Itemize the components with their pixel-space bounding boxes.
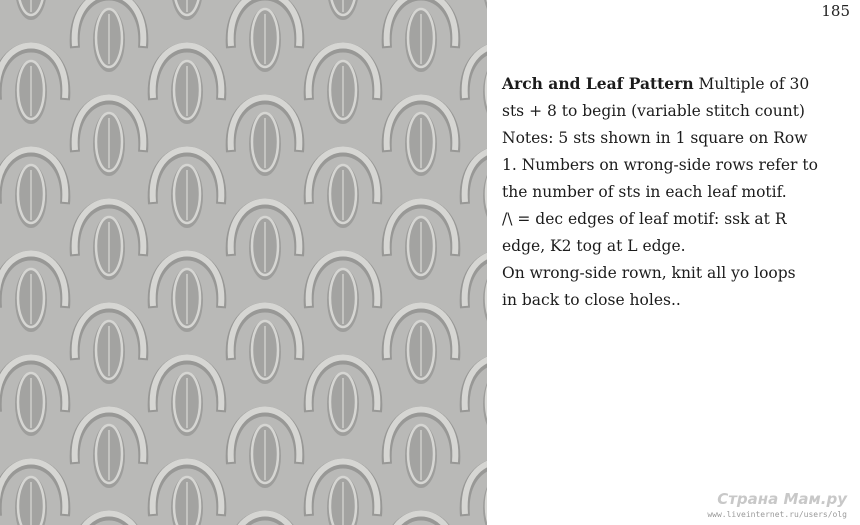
watermark-logo: Страна Мам.ру — [717, 490, 847, 508]
description-line-9: in back to close holes.. — [502, 291, 681, 309]
description-line-2: sts + 8 to begin (variable stitch count) — [502, 102, 805, 120]
site-watermark — [640, 490, 855, 520]
pattern-description — [502, 70, 852, 314]
description-text: Multiple of 30 — [693, 75, 810, 93]
description-line-3: Notes: 5 sts shown in 1 square on Row — [502, 129, 808, 147]
description-line-5: the number of sts in each leaf motif. — [502, 183, 787, 201]
description-line-1 — [502, 70, 852, 98]
description-line-8: On wrong-side rown, knit all yo loops — [502, 264, 796, 282]
description-line-7: edge, K2 tog at L edge. — [502, 237, 686, 255]
description-line-6: /\ = dec edges of leaf motif: ssk at R — [502, 210, 787, 228]
pattern-title: Arch and Leaf Pattern — [502, 74, 694, 93]
description-line-4: 1. Numbers on wrong-side rows refer to — [502, 156, 818, 174]
watermark-url: www.liveinternet.ru/users/olg — [707, 510, 847, 519]
page-number: 185 — [821, 2, 850, 20]
